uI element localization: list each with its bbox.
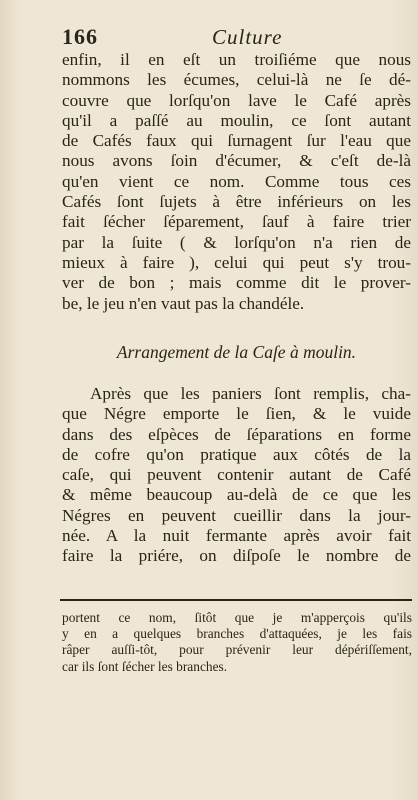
running-head: Culture — [212, 25, 283, 49]
footnote-rule — [60, 599, 412, 601]
footnote-line: car ils ſont ſécher les branches. — [62, 658, 228, 674]
text-line: que Négre emporte le ſien, & le vuide — [62, 404, 411, 424]
text-line: de cofre qu'on pratique aux côtés de la — [62, 444, 411, 464]
footnote-line: y en a quelques branches d'attaquées, je les fais — [62, 626, 412, 642]
text-line: qu'il a paſſé au moulin, ce ſont autant — [62, 110, 411, 130]
text-line: de Cafés faux qui ſurnagent ſur l'eau que — [62, 131, 411, 151]
text-line: Après que les paniers ſont remplis, cha- — [90, 384, 411, 403]
text-line: mieux à faire ), celui qui peut s'y trou- — [62, 252, 411, 272]
paragraph-1 — [62, 50, 411, 314]
text-line: faire la priére, on diſpoſe le nombre de — [62, 546, 411, 566]
text-line: couvre que lorſqu'on lave le Café après — [62, 90, 411, 110]
text-line: née. A la nuit fermante après avoir fait — [62, 526, 411, 546]
paragraph-2 — [62, 384, 411, 567]
footnote — [62, 610, 412, 675]
text-line: caſe, qui peuvent contenir autant de Café — [62, 465, 411, 485]
text-line: par la ſuite ( & lorſqu'on n'a rien de — [62, 232, 411, 252]
text-line: fait ſécher ſéparement, ſauf à faire trier — [62, 212, 411, 232]
page-header — [62, 24, 404, 50]
text-line: nommons les écumes, celui-là ne ſe dé- — [62, 70, 411, 90]
text-line: Négres en peuvent cueillir dans la jour- — [62, 505, 411, 525]
text-line: nous avons ſoin d'écumer, & c'eſt de-là — [62, 151, 411, 171]
footnote-line: râper auſſi-tôt, pour prévenir leur dépériſſement, — [62, 642, 412, 658]
text-line: dans des eſpèces de ſéparations en forme — [62, 424, 411, 444]
text-line: enfin, il en eſt un troiſiéme que nous — [62, 50, 411, 69]
section-heading: Arrangement de la Caſe à moulin. — [116, 342, 357, 362]
text-line: ver de bon ; mais comme dit le prover- — [62, 273, 411, 293]
text-line: qu'en vient ce nom. Comme tous ces — [62, 171, 411, 191]
footnote-line: portent ce nom, ſitôt que je m'apperçois qu'ils — [62, 610, 412, 625]
page-number: 166 — [62, 24, 98, 49]
text-line: Cafés ſont ſujets à être inférieurs on les — [62, 192, 411, 212]
text-line-last: be, le jeu n'en vaut pas la chandéle. — [62, 293, 305, 313]
text-line: & même beaucoup au-delà de ce que les — [62, 485, 411, 505]
